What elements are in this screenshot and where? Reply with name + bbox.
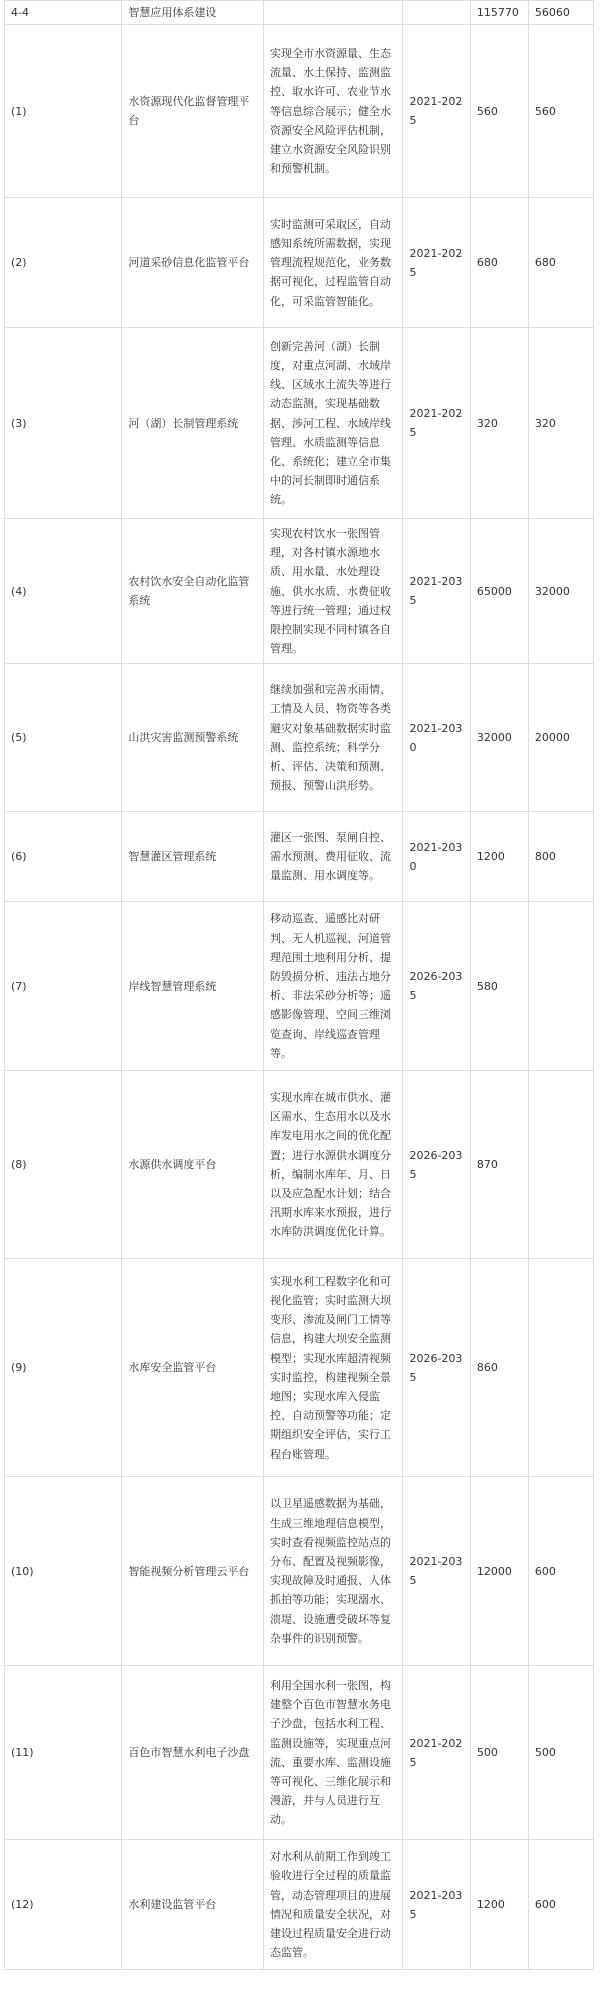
table-row — [5, 1840, 594, 1970]
cell-no: (8) — [5, 1071, 122, 1259]
cell-content: 灌区一张图、泵闸自控、需水预测、费用征收、流量监测、用水调度等。 — [264, 812, 403, 902]
cell-fund: 56060 — [528, 1, 593, 25]
cell-investment: 680 — [470, 198, 528, 328]
table-row — [5, 25, 594, 198]
cell-period: 2021-2035 — [403, 1840, 470, 1970]
cell-name: 智慧灌区管理系统 — [122, 812, 264, 902]
cell-name: 智慧应用体系建设 — [122, 1, 264, 25]
table-row — [5, 1666, 594, 1840]
table-row — [5, 664, 594, 812]
cell-period: 2021-2035 — [403, 1477, 470, 1666]
cell-investment: 870 — [470, 1071, 528, 1259]
cell-fund: 20000 — [528, 664, 593, 812]
cell-content: 对水利从前期工作到竣工验收进行全过程的质量监管，动态管理项目的进展情况和质量安全状况，对建设过程质量安全进行动态监管。 — [264, 1840, 403, 1970]
cell-fund — [528, 1071, 593, 1259]
table-row — [5, 1071, 594, 1259]
cell-fund: 32000 — [528, 519, 593, 664]
cell-period: 2026-2035 — [403, 902, 470, 1071]
cell-investment: 500 — [470, 1666, 528, 1840]
cell-content: 移动巡查、遥感比对研判、无人机巡视、河道管理范围土地利用分析、提防毁损分析、违法占地分析、非法采砂分析等；遥感影像管理、空间三维浏览查询、岸线巡查管理等。 — [264, 902, 403, 1071]
cell-content: 实现水库在城市供水、灌区需水、生态用水以及水库发电用水之间的优化配置；进行水源供水调度分析，编制水库年、月、日以及应急配水计划；结合汛期水库来水预报，进行水库防洪调度优化计算。 — [264, 1071, 403, 1259]
cell-period: 2021-2030 — [403, 812, 470, 902]
cell-period: 2021-2025 — [403, 328, 470, 519]
cell-investment: 320 — [470, 328, 528, 519]
cell-name: 水源供水调度平台 — [122, 1071, 264, 1259]
cell-fund: 320 — [528, 328, 593, 519]
cell-investment: 115770 — [470, 1, 528, 25]
cell-period: 2021-2025 — [403, 1666, 470, 1840]
table-row — [5, 328, 594, 519]
cell-no: (7) — [5, 902, 122, 1071]
cell-period: 2021-2030 — [403, 664, 470, 812]
cell-fund: 680 — [528, 198, 593, 328]
cell-name: 岸线智慧管理系统 — [122, 902, 264, 1071]
cell-content: 实现全市水资源量、生态流量、水土保持、监测监控、取水许可、农业节水等信息综合展示；健全水资源安全风险评估机制，建立水资源安全风险识别和预警机制。 — [264, 25, 403, 198]
cell-investment: 580 — [470, 902, 528, 1071]
cell-content: 创新完善河（湖）长制度，对重点河湖、水域岸线、区域水土流失等进行动态监测，实现基础数据、涉河工程、水域岸线管理、水质监测等信息化、系统化；建立全市集中的河长制即时通信系统。 — [264, 328, 403, 519]
cell-content: 以卫星遥感数据为基础，生成三维地理信息模型，实时查看视频监控站点的分布、配置及视频影像，实现故障及时通报、人体抓拍等功能；实现溺水、溃堤、设施遭受破坏等复杂事件的识别预警。 — [264, 1477, 403, 1666]
cell-content — [264, 1, 403, 25]
cell-no: (4) — [5, 519, 122, 664]
cell-period — [403, 1, 470, 25]
cell-no: (9) — [5, 1259, 122, 1477]
cell-investment: 1200 — [470, 812, 528, 902]
cell-name: 水利建设监管平台 — [122, 1840, 264, 1970]
cell-name: 水库安全监管平台 — [122, 1259, 264, 1477]
table-row — [5, 1477, 594, 1666]
cell-content: 实时监测可采取区，自动感知系统所需数据，实现管理流程规范化，业务数据可视化，过程监管自动化，可采监管智能化。 — [264, 198, 403, 328]
table-row — [5, 1259, 594, 1477]
cell-no: (6) — [5, 812, 122, 902]
cell-no: (10) — [5, 1477, 122, 1666]
project-table — [4, 0, 594, 1970]
cell-investment: 65000 — [470, 519, 528, 664]
table-row — [5, 902, 594, 1071]
cell-fund: 500 — [528, 1666, 593, 1840]
cell-name: 智能视频分析管理云平台 — [122, 1477, 264, 1666]
table-header-row — [5, 1, 594, 25]
cell-name: 水资源现代化监督管理平台 — [122, 25, 264, 198]
cell-content: 继续加强和完善水雨情、工情及人员、物资等各类避灾对象基础数据实时监测、监控系统；科学分析、评估、决策和预测、预报、预警山洪形势。 — [264, 664, 403, 812]
cell-no: (11) — [5, 1666, 122, 1840]
cell-no: (1) — [5, 25, 122, 198]
cell-period: 2021-2025 — [403, 198, 470, 328]
cell-investment: 860 — [470, 1259, 528, 1477]
cell-fund: 600 — [528, 1477, 593, 1666]
cell-no: (12) — [5, 1840, 122, 1970]
cell-name: 河（湖）长制管理系统 — [122, 328, 264, 519]
cell-content: 利用全国水利一张图，构建整个百色市智慧水务电子沙盘，包括水利工程、监测设施等，实现重点河流、重要水库、监测设施等可视化、三维化展示和漫游，并与人员进行互动。 — [264, 1666, 403, 1840]
cell-name: 百色市智慧水利电子沙盘 — [122, 1666, 264, 1840]
cell-no: (2) — [5, 198, 122, 328]
cell-investment: 560 — [470, 25, 528, 198]
cell-no: (5) — [5, 664, 122, 812]
cell-fund: 600 — [528, 1840, 593, 1970]
cell-content: 实现水利工程数字化和可视化监管；实时监测大坝变形、渗流及闸门工情等信息，构建大坝安全监测模型；实现水库超清视频实时监控，构建视频全景地图；实现水库入侵监控、自动预警等功能；定期组织安全评估，实行工程台账管理。 — [264, 1259, 403, 1477]
cell-fund — [528, 902, 593, 1071]
table-row — [5, 519, 594, 664]
cell-investment: 32000 — [470, 664, 528, 812]
cell-period: 2026-2035 — [403, 1259, 470, 1477]
cell-period: 2021-2035 — [403, 519, 470, 664]
cell-period: 2026-2035 — [403, 1071, 470, 1259]
cell-name: 山洪灾害监测预警系统 — [122, 664, 264, 812]
cell-name: 河道采砂信息化监管平台 — [122, 198, 264, 328]
cell-fund: 560 — [528, 25, 593, 198]
cell-fund — [528, 1259, 593, 1477]
cell-period: 2021-2025 — [403, 25, 470, 198]
cell-content: 实现农村饮水一张图管理，对各村镇水源地水质、用水量、水处理设施、供水水质、水费征收等进行统一管理；通过权限控制实现不同村镇各自管理。 — [264, 519, 403, 664]
cell-investment: 12000 — [470, 1477, 528, 1666]
cell-no: 4-4 — [5, 1, 122, 25]
cell-investment: 1200 — [470, 1840, 528, 1970]
table-row — [5, 198, 594, 328]
cell-fund: 800 — [528, 812, 593, 902]
table-row — [5, 812, 594, 902]
cell-name: 农村饮水安全自动化监管系统 — [122, 519, 264, 664]
cell-no: (3) — [5, 328, 122, 519]
